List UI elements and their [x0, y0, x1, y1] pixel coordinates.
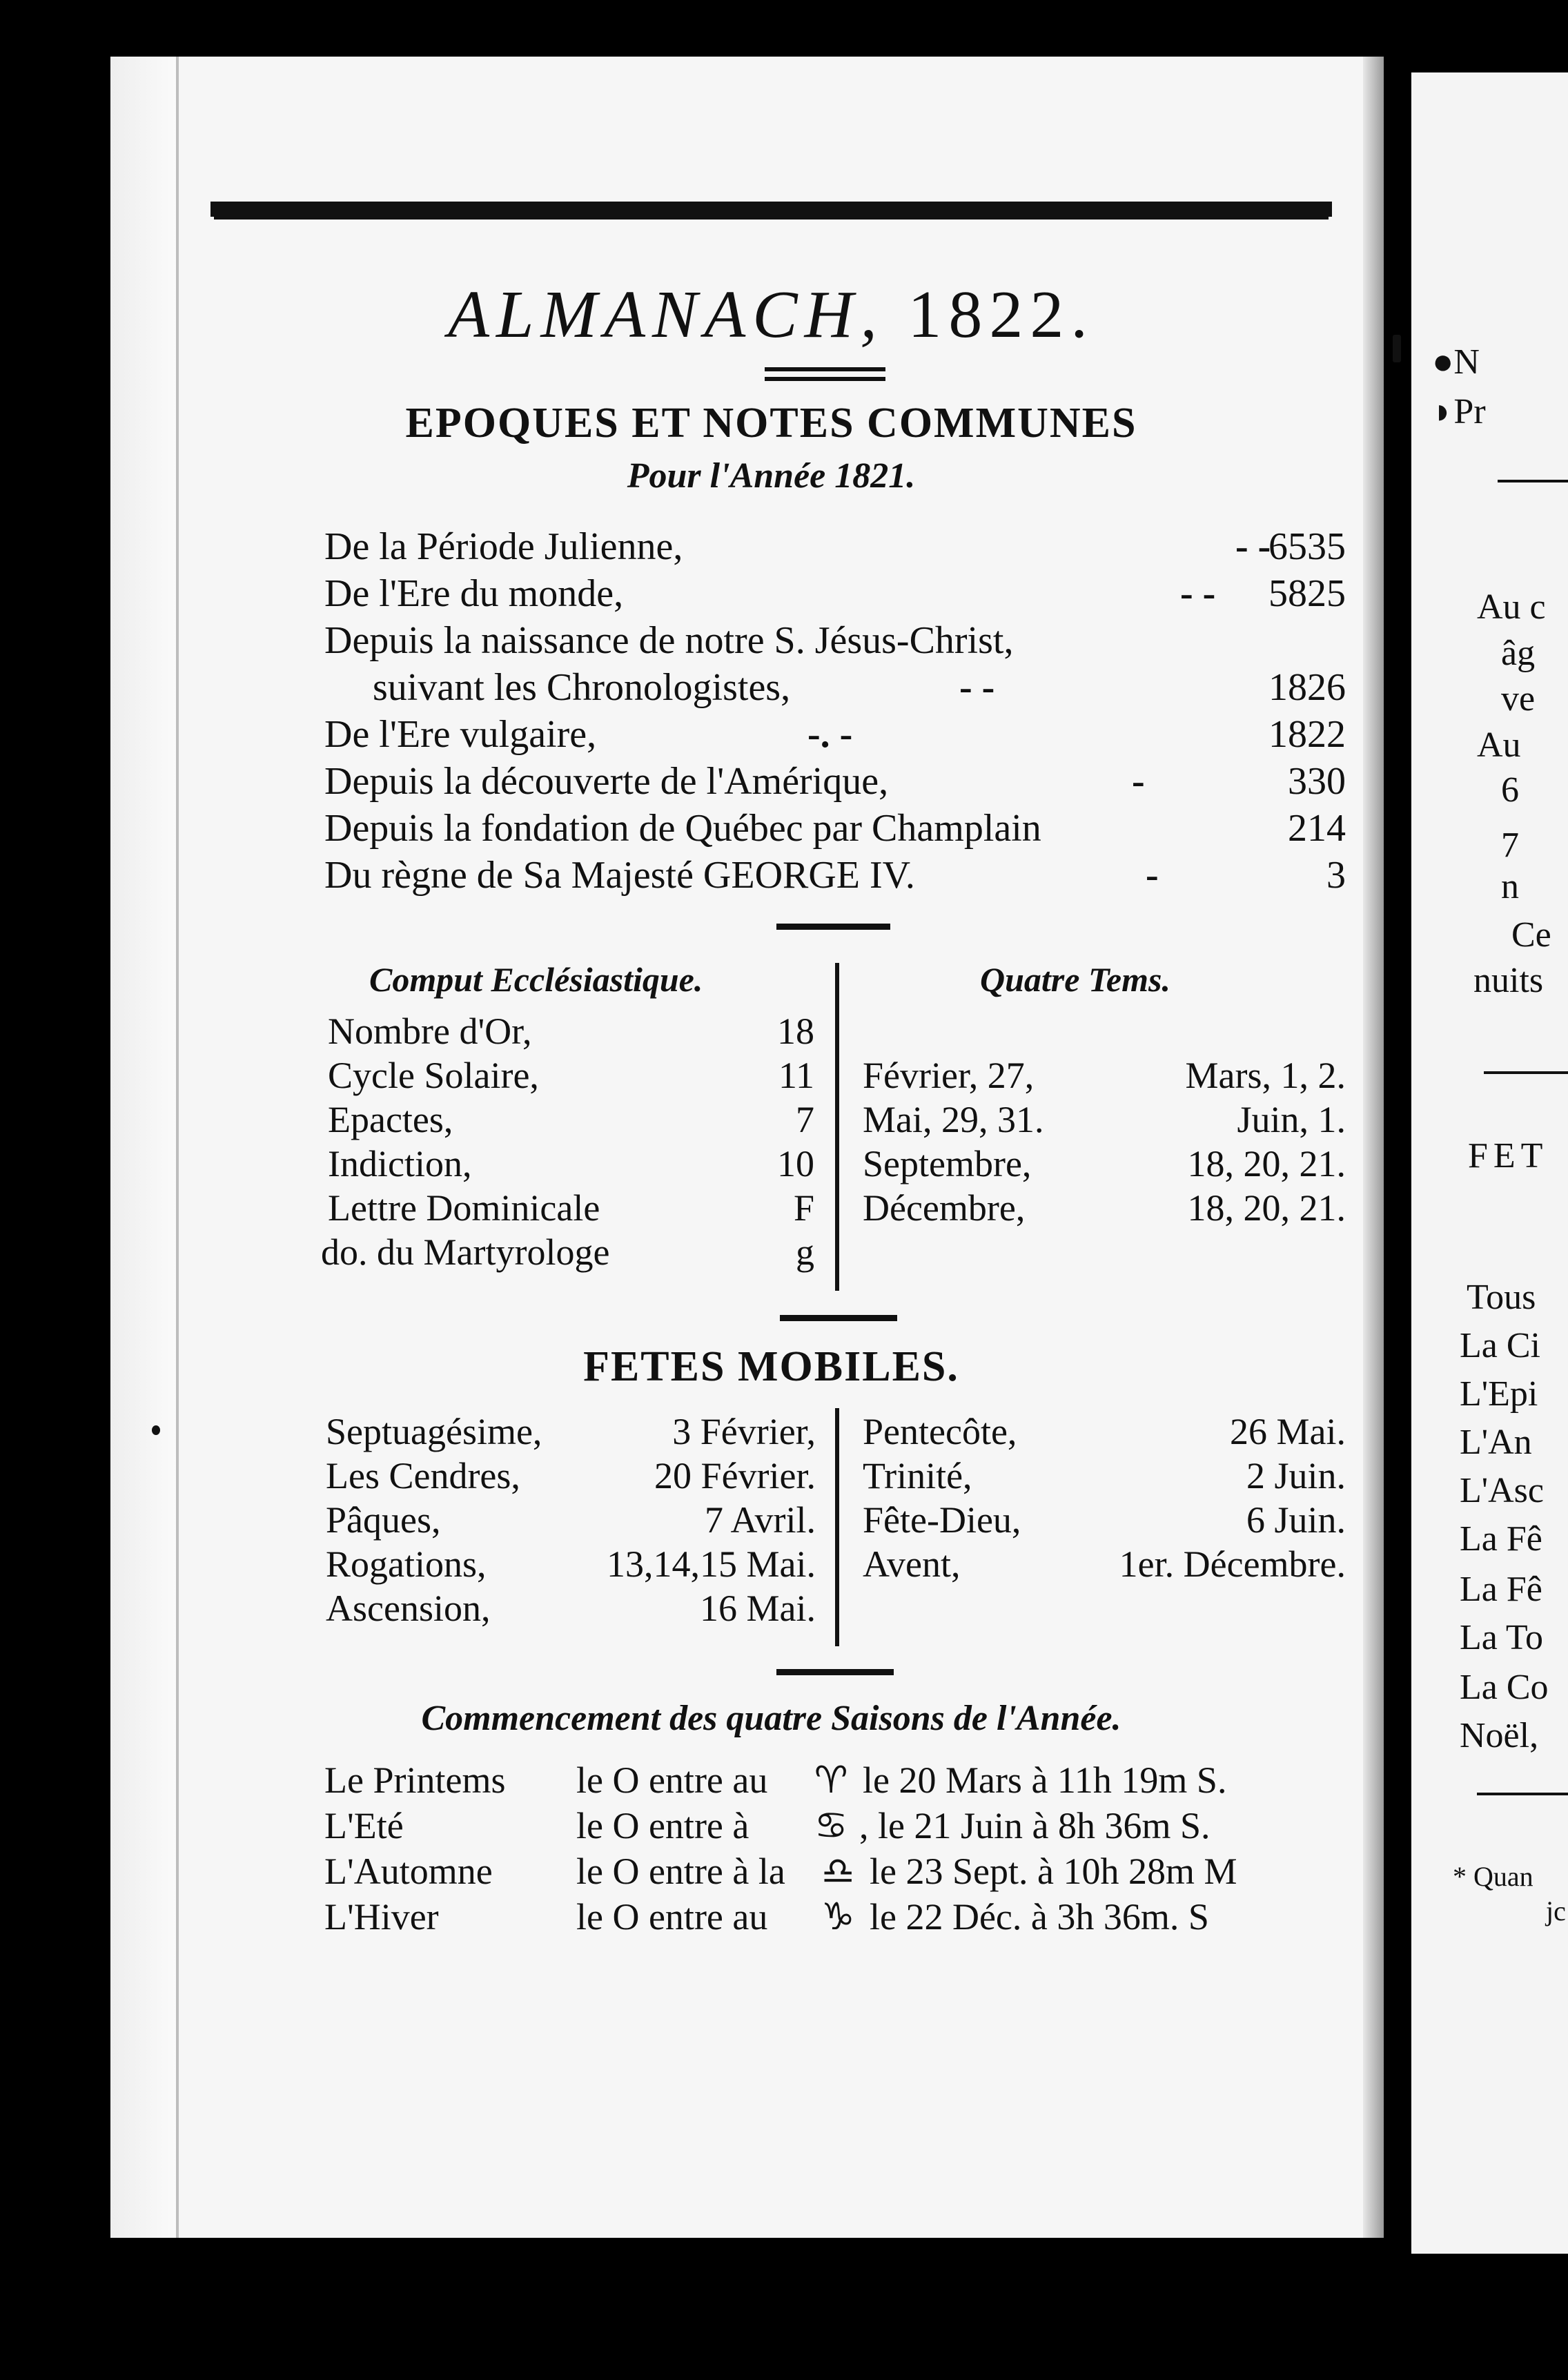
right-page-text: FET [1468, 1136, 1549, 1176]
cancer-icon: ♋ [814, 1804, 848, 1847]
epoque-dashes: - [1146, 854, 1159, 897]
comput-row [328, 1186, 814, 1230]
fete-label: Septuagésime, [326, 1411, 542, 1452]
epoque-row [373, 664, 1346, 711]
quatre-tems-month: Mai, 29, 31. [863, 1099, 1044, 1140]
fete-date: 6 Juin. [1246, 1499, 1346, 1541]
fete-row [863, 1410, 1346, 1454]
right-page-text: nuits [1473, 961, 1544, 1000]
right-page-text: La Co [1460, 1668, 1549, 1707]
comput-row [328, 1142, 814, 1186]
comput-row [321, 1230, 814, 1274]
season-name: L'Hiver [324, 1896, 439, 1938]
season-date: , le 21 Juin à 8h 36m S. [859, 1805, 1211, 1846]
season-enters: le O entre au [576, 1759, 768, 1801]
fetes-heading: FETES MOBILES. [583, 1343, 959, 1390]
quatre-tems-row [863, 1142, 1346, 1186]
quatre-tems-days: Mars, 1, 2. [1185, 1055, 1346, 1096]
comput-label: Indiction, [328, 1143, 472, 1184]
right-page-text: ve [1501, 679, 1536, 719]
fetes-divider [835, 1408, 839, 1646]
epoque-row [324, 523, 1346, 570]
right-page-text: jc [1546, 1895, 1566, 1927]
epoque-dashes: - [1132, 760, 1145, 803]
epoque-row [324, 711, 1346, 758]
page-gutter-line [176, 57, 179, 2238]
epoque-label: De la Période Julienne, [324, 525, 683, 568]
quatre-tems-days: 18, 20, 21. [1187, 1143, 1346, 1184]
fete-label: Fête-Dieu, [863, 1499, 1021, 1541]
epoque-dashes: -. - [807, 713, 853, 756]
comput-row [328, 1098, 814, 1142]
epoques-heading: EPOQUES ET NOTES COMMUNES [405, 400, 1137, 447]
comput-label: Cycle Solaire, [328, 1055, 539, 1096]
almanac-title [210, 276, 1332, 353]
right-page-rule [1498, 480, 1568, 482]
season-date: le 22 Déc. à 3h 36m. S [870, 1896, 1209, 1938]
fete-label: Trinité, [863, 1455, 972, 1496]
fete-row [863, 1542, 1346, 1586]
epoque-label: De l'Ere du monde, [324, 572, 624, 615]
right-page-text: 6 [1501, 770, 1519, 810]
comput-value: F [793, 1187, 814, 1229]
right-page [1411, 72, 1568, 2254]
comput-label: Lettre Dominicale [328, 1187, 600, 1229]
ink-speck [1393, 335, 1401, 362]
title-double-rule [765, 367, 885, 371]
quatre-tems-month: Septembre, [863, 1143, 1032, 1184]
quatre-tems-row [863, 1098, 1346, 1142]
epoque-label: Depuis la découverte de l'Amérique, [324, 760, 889, 803]
fete-date: 13,14,15 Mai. [607, 1543, 816, 1585]
epoques-subheading: Pour l'Année 1821. [627, 456, 916, 496]
epoque-label: Depuis la fondation de Québec par Champlain [324, 807, 1041, 850]
right-page-line [1432, 342, 1480, 382]
fete-label: Les Cendres, [326, 1455, 520, 1496]
page-gutter [110, 57, 177, 2238]
season-date: le 23 Sept. à 10h 28m M [870, 1851, 1237, 1892]
epoque-label: Du règne de Sa Majesté GEORGE IV. [324, 854, 915, 897]
comput-value: 7 [796, 1099, 814, 1140]
quatre-tems-days: Juin, 1. [1237, 1099, 1346, 1140]
fete-date: 1er. Décembre. [1119, 1543, 1346, 1585]
quatre-tems-days: 18, 20, 21. [1187, 1187, 1346, 1229]
comput-row [328, 1053, 814, 1098]
right-page-text: L'Epi [1460, 1374, 1538, 1414]
right-page-text: La To [1460, 1618, 1544, 1657]
comput-heading: Comput Ecclésiastique. [369, 960, 703, 999]
right-page-text: n [1501, 867, 1519, 906]
quatre-tems-row [863, 1186, 1346, 1230]
epoque-label: suivant les Chronologistes, [373, 666, 791, 709]
epoque-label: De l'Ere vulgaire, [324, 713, 597, 756]
epoque-dashes: - - [959, 666, 995, 709]
right-page-text: âg [1501, 634, 1536, 673]
right-page-text: Tous [1467, 1278, 1536, 1317]
quatre-tems-row [863, 1053, 1346, 1098]
right-page-line [1432, 391, 1486, 432]
epoque-value: 330 [1288, 760, 1346, 803]
season-enters: le O entre à [576, 1805, 749, 1846]
right-page-text: Pr [1453, 392, 1486, 431]
fete-row [326, 1586, 816, 1630]
comput-label: Epactes, [328, 1099, 453, 1140]
fete-date: 2 Juin. [1246, 1455, 1346, 1496]
comput-value: 10 [777, 1143, 814, 1184]
epoque-value: 3 [1326, 854, 1346, 897]
epoque-value: 1822 [1268, 713, 1346, 756]
capricorn-icon: ♑ [821, 1895, 855, 1938]
comput-value: g [796, 1231, 814, 1273]
right-page-text: Au c [1477, 587, 1546, 627]
right-page-text: 7 [1501, 826, 1519, 865]
season-enters: le O entre à la [576, 1851, 785, 1892]
section-rule [776, 924, 890, 930]
season-row [324, 1757, 1346, 1803]
libra-icon: ♎ [821, 1849, 855, 1893]
quatre-tems-heading: Quatre Tems. [980, 960, 1170, 999]
fete-label: Pâques, [326, 1499, 441, 1541]
fete-date: 16 Mai. [700, 1588, 816, 1629]
season-name: Le Printems [324, 1759, 506, 1801]
season-row [324, 1849, 1346, 1894]
comput-label: Nombre d'Or, [328, 1011, 532, 1052]
epoque-dashes: - - [1180, 572, 1216, 615]
epoque-row [324, 617, 1346, 664]
right-page-text: La Ci [1460, 1326, 1540, 1365]
comput-row [328, 1009, 814, 1053]
right-page-text: N [1453, 342, 1480, 382]
epoque-value: 5825 [1268, 572, 1346, 615]
right-page-text: Au [1477, 725, 1521, 765]
comput-value: 11 [778, 1055, 814, 1096]
fete-date: 26 Mai. [1230, 1411, 1346, 1452]
right-page-text: La Fê [1460, 1570, 1542, 1609]
section-rule [776, 1669, 894, 1675]
full-moon-icon: ● [1432, 342, 1454, 382]
epoque-row [324, 852, 1346, 899]
right-page-text: Ce [1511, 915, 1551, 955]
fete-row [326, 1410, 816, 1454]
saisons-heading: Commencement des quatre Saisons de l'Année. [421, 1699, 1121, 1738]
right-page-text: L'Asc [1460, 1471, 1545, 1510]
fete-label: Pentecôte, [863, 1411, 1017, 1452]
comput-label: do. du Martyrologe [321, 1231, 610, 1273]
epoque-row [324, 805, 1346, 852]
section-rule [780, 1315, 897, 1321]
title-year: 1822. [908, 277, 1095, 352]
season-row [324, 1803, 1346, 1849]
quatre-tems-month: Décembre, [863, 1187, 1026, 1229]
moon-quarter-icon: ◗ [1432, 392, 1454, 431]
right-page-rule [1484, 1071, 1568, 1074]
season-name: L'Eté [324, 1805, 404, 1846]
season-date: le 20 Mars à 11h 19m S. [863, 1759, 1227, 1801]
epoque-value: 1826 [1268, 666, 1346, 709]
title-main: ALMANACH, [448, 277, 884, 352]
fete-label: Rogations, [326, 1543, 487, 1585]
fete-label: Ascension, [326, 1588, 491, 1629]
right-page-text: L'An [1460, 1423, 1532, 1462]
fete-row [863, 1498, 1346, 1542]
epoque-row [324, 570, 1346, 617]
epoque-row [324, 758, 1346, 805]
epoque-value: 214 [1288, 807, 1346, 850]
aries-icon: ♈ [814, 1758, 848, 1802]
comput-value: 18 [777, 1011, 814, 1052]
fete-date: 7 Avril. [705, 1499, 816, 1541]
fete-row [326, 1542, 816, 1586]
quatre-tems-month: Février, 27, [863, 1055, 1035, 1096]
fete-row [863, 1454, 1346, 1498]
right-page-text: Noël, [1460, 1716, 1539, 1755]
right-page-text: La Fê [1460, 1519, 1542, 1559]
season-enters: le O entre au [576, 1896, 768, 1938]
season-name: L'Automne [324, 1851, 493, 1892]
fete-date: 20 Février. [654, 1455, 816, 1496]
season-row [324, 1894, 1346, 1940]
fete-date: 3 Février, [672, 1411, 816, 1452]
epoque-label: Depuis la naissance de notre S. Jésus-Christ, [324, 619, 1014, 662]
page-fold [1363, 57, 1384, 2238]
comput-divider [835, 963, 839, 1291]
fete-row [326, 1454, 816, 1498]
epoque-value: 6535 [1268, 525, 1346, 568]
fete-label: Avent, [863, 1543, 961, 1585]
right-page-rule [1477, 1793, 1568, 1795]
ink-speck [152, 1425, 160, 1435]
top-rule [210, 202, 1332, 217]
right-page-text: * Quan [1453, 1861, 1533, 1892]
epoque-dashes: - - [1235, 525, 1271, 568]
fete-row [326, 1498, 816, 1542]
